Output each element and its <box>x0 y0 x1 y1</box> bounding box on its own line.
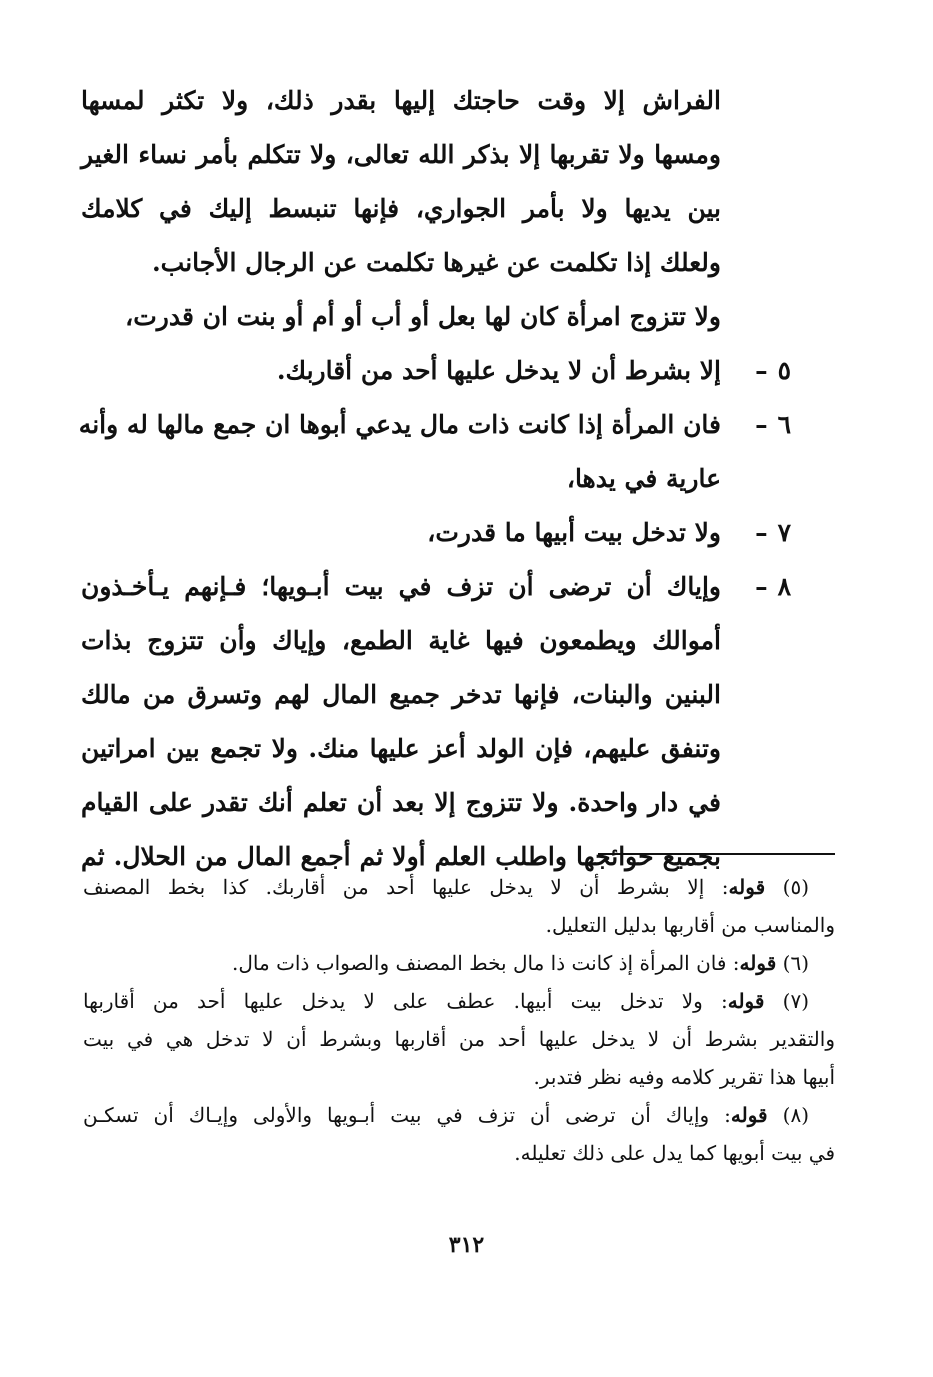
text-line: ولعلك إذا تكلمت عن غيرها تكلمت عن الرجال الأجانب. <box>151 248 721 277</box>
item-number <box>731 344 791 398</box>
item-line: عارية في يدها، <box>566 464 721 493</box>
item-number <box>731 560 791 614</box>
item-line: في دار واحدة. ولا تتزوج إلا بعد أن تعلم أنك تقدر على القيام <box>81 788 721 817</box>
footnote-line <box>83 944 835 982</box>
footnote-line: والمناسب من أقاربها بدليل التعليل. <box>545 913 835 937</box>
item-number <box>731 398 791 452</box>
item-line: بجميع حوائجها واطلب العلم أولا ثم أجمع المال من الحلال. ثم <box>81 842 721 871</box>
footnote-line <box>83 982 835 1020</box>
item-dash: – <box>755 410 768 439</box>
footnote-marker: (٧) <box>782 989 809 1013</box>
item-line: وإياك أن ترضى أن تزف في بيت أبـويها؛ فـإنهم يـأخـذون <box>81 572 721 601</box>
text-line: الفراش إلا وقت حاجتك إليها بقدر ذلك، ولا تكثر لمسها <box>81 86 721 115</box>
footnote-5 <box>83 868 835 944</box>
footnotes <box>83 868 835 1172</box>
footnote-label: قوله <box>727 989 765 1013</box>
footnote-marker: (٨) <box>782 1103 810 1127</box>
item-number-digit: ٥ <box>777 356 791 385</box>
text-line: بين يديها ولا بأمر الجواري، فإنها تنبسط إليك في كلامك <box>81 194 721 223</box>
footnote-text: : ولا تدخل بيت أبيها. عطف على لا يدخل عليها أحد من أقاربها <box>83 989 728 1013</box>
page-number: ٣١٢ <box>448 1232 485 1258</box>
item-line: البنين والبنات، فإنها تدخر جميع المال لهم وتسرق من مالك <box>81 680 721 709</box>
footnote-marker: (٦) <box>782 951 809 975</box>
numbered-item-7 <box>81 506 791 560</box>
item-line: أموالك ويطمعون فيها غاية الطمع، وإياك وأن تتزوج بذات <box>81 626 721 655</box>
footnote-line <box>83 868 835 906</box>
numbered-item-5 <box>81 344 791 398</box>
item-number-digit: ٨ <box>777 572 791 601</box>
footnote-8 <box>83 1096 835 1172</box>
numbered-item-8 <box>81 560 791 884</box>
item-line: ولا تدخل بيت أبيها ما قدرت، <box>427 518 721 547</box>
text-line: ولا تتزوج امرأة كان لها بعل أو أب أو أم أو بنت ان قدرت، <box>125 302 721 331</box>
footnote-label: قوله <box>730 1103 768 1127</box>
footnote-text: : وإياك أن ترضى أن تزف في بيت أبـويها والأولى وإيـاك أن تسكـن <box>83 1103 731 1127</box>
main-text <box>78 74 791 884</box>
footnote-text: : فان المرأة إذ كانت ذا مال بخط المصنف والصواب ذات مال. <box>232 951 740 975</box>
item-dash: – <box>755 572 768 601</box>
footnote-marker: (٥) <box>782 875 809 899</box>
footnote-divider <box>598 853 835 855</box>
item-line: إلا بشرط أن لا يدخل عليها أحد من أقاربك. <box>276 356 721 385</box>
numbered-item-6 <box>78 398 791 506</box>
item-number-digit: ٧ <box>777 518 791 547</box>
footnote-6 <box>83 944 835 982</box>
text-line: ومسها ولا تقربها إلا بذكر الله تعالى، ولا تتكلم بأمر نساء الغير <box>81 140 721 169</box>
footnote-line: أبيها هذا تقرير كلامه وفيه نظر فتدبر. <box>533 1065 835 1089</box>
footnote-line: في بيت أبويها كما يدل على ذلك تعليله. <box>514 1141 835 1165</box>
item-line: فان المرأة إذا كانت ذات مال يدعي أبوها ان جمع مالها له وأنه <box>78 410 721 439</box>
footnote-7 <box>83 982 835 1096</box>
footnote-line <box>83 1096 835 1134</box>
item-number-digit: ٦ <box>777 410 791 439</box>
item-dash: – <box>755 518 768 547</box>
item-dash: – <box>755 356 768 385</box>
footnote-label: قوله <box>739 951 777 975</box>
item-line: وتنفق عليهم، فإن الولد أعز عليها منك. ولا تجمع بين امراتين <box>81 734 721 763</box>
footnote-line: والتقدير بشرط أن لا يدخل عليها أحد من أقاربها وبشرط أن لا تدخل هي في بيت <box>83 1027 835 1051</box>
footnote-label: قوله <box>728 875 766 899</box>
item-number <box>731 506 791 560</box>
footnote-text: : إلا بشرط أن لا يدخل عليها أحد من أقاربك. كذا بخط المصنف <box>83 875 729 899</box>
